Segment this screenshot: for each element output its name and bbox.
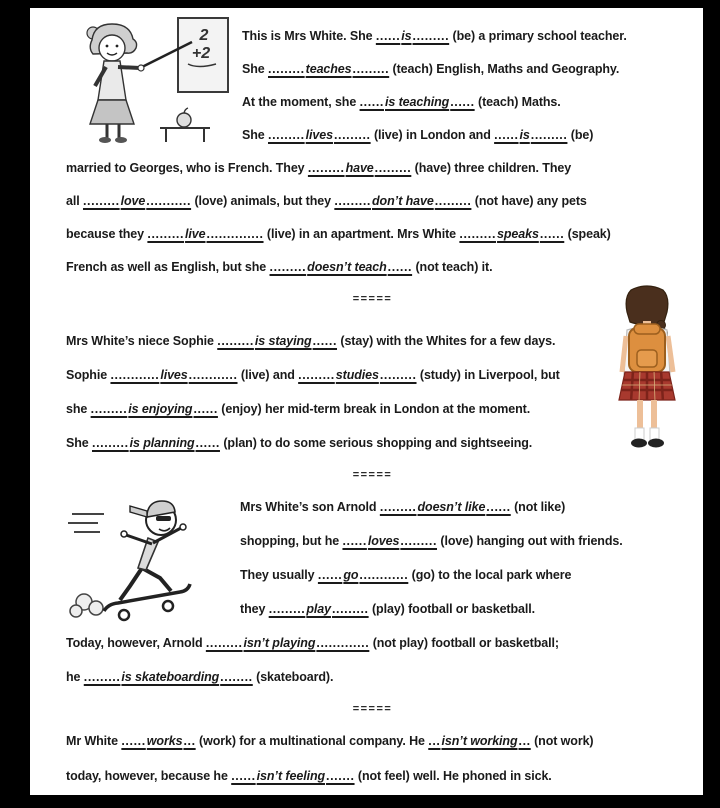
answer-text: isn’t playing [243, 636, 316, 650]
answer-text: lives [305, 128, 333, 142]
answer-blank [308, 161, 411, 175]
dust-cloud-icon [70, 594, 103, 617]
section-niece-sophie [66, 324, 679, 460]
dotted-leader: ......... [268, 602, 306, 616]
dotted-leader: ...... [342, 534, 367, 548]
text-segment: She [242, 128, 268, 142]
svg-text:+2: +2 [191, 45, 211, 62]
worksheet-line [66, 324, 679, 358]
dotted-leader: ...... [539, 227, 565, 241]
text-segment: (love) hanging out with friends. [437, 534, 623, 548]
svg-text:2: 2 [199, 27, 209, 44]
answer-text: play [306, 602, 331, 616]
teacher-illustration [60, 16, 232, 144]
answer-text: works [146, 734, 183, 748]
dotted-leader: ......... [269, 260, 307, 274]
dotted-leader: ......... [400, 534, 438, 548]
text-segment: (not teach) it. [412, 260, 493, 274]
girl-figure [617, 286, 677, 448]
text-segment: (live) in London and [370, 128, 495, 142]
dotted-leader: ......... [530, 128, 568, 142]
answer-text: is skateboarding [121, 670, 220, 684]
answer-text: lives [160, 368, 188, 382]
dotted-leader: ...... [375, 29, 401, 43]
text-segment: she [66, 402, 91, 416]
worksheet-line [66, 426, 679, 460]
answer-text: is [519, 128, 530, 142]
text-segment: This is Mrs White. She [242, 29, 376, 43]
section-separator: ===== [352, 703, 393, 715]
text-segment: (have) three children. They [411, 161, 572, 175]
section-mrs-white-family [66, 20, 679, 284]
text-segment: (work) for a multinational company. He [195, 734, 429, 748]
worksheet-line [66, 392, 679, 426]
text-segment: (play) football or basketball. [368, 602, 535, 616]
dotted-leader: ......... [434, 194, 472, 208]
text-segment: They usually [240, 568, 318, 582]
section-son-arnold [66, 490, 679, 694]
answer-blank [206, 636, 369, 650]
text-segment: because they [66, 227, 148, 241]
answer-blank [231, 769, 354, 783]
answer-blank [217, 334, 337, 348]
answer-blank [84, 670, 253, 684]
dotted-leader: ........... [146, 194, 192, 208]
worksheet-line [66, 185, 679, 218]
section-separator: ===== [352, 469, 393, 481]
answer-text: teaches [305, 62, 352, 76]
dotted-leader: ......... [374, 161, 412, 175]
text-segment: She [66, 436, 92, 450]
answer-blank [334, 194, 471, 208]
dotted-leader: ............ [110, 368, 160, 382]
answer-text: doesn’t teach [307, 260, 387, 274]
text-segment: (stay) with the Whites for a few days. [337, 334, 556, 348]
answer-blank [268, 62, 389, 76]
text-segment: Today, however, Arnold [66, 636, 206, 650]
text-segment: (teach) English, Maths and Geography. [389, 62, 620, 76]
dotted-leader: ......... [147, 227, 185, 241]
worksheet-line [66, 626, 679, 660]
answer-text: is staying [254, 334, 312, 348]
dotted-leader: ........ [220, 670, 253, 684]
dotted-leader: ......... [217, 334, 254, 348]
text-segment: She [242, 62, 268, 76]
answer-text: studies [335, 368, 379, 382]
answer-blank [91, 402, 218, 416]
dotted-leader: ...... [231, 769, 256, 783]
text-segment: today, however, because he [66, 769, 232, 783]
dotted-leader: .............. [206, 227, 264, 241]
worksheet-line [66, 251, 679, 284]
dotted-leader: ...... [387, 260, 413, 274]
text-segment: married to Georges, who is French. They [66, 161, 308, 175]
dotted-leader: ......... [334, 194, 371, 208]
dotted-leader: ......... [459, 227, 497, 241]
answer-blank [83, 194, 191, 208]
text-segment: (live) in an apartment. Mrs White [263, 227, 460, 241]
paragraph-sophie [66, 324, 679, 460]
text-segment: shopping, but he [240, 534, 343, 548]
text-segment: (be) [567, 128, 594, 142]
speed-lines-icon [68, 514, 104, 532]
dotted-leader: ............ [188, 368, 238, 382]
answer-text: is planning [129, 436, 195, 450]
answer-text: is teaching [385, 95, 450, 109]
skateboarder-illustration [68, 490, 228, 622]
answer-blank [360, 95, 475, 109]
dotted-leader: ...... [193, 402, 218, 416]
answer-text: live [185, 227, 206, 241]
dotted-leader: ......... [83, 670, 121, 684]
dotted-leader: ......... [379, 500, 417, 514]
dotted-leader: ......... [92, 436, 129, 450]
text-segment: he [66, 670, 84, 684]
dotted-leader: ...... [312, 334, 338, 348]
text-segment: (teach) Maths. [474, 95, 561, 109]
worksheet-line [66, 759, 679, 794]
dotted-leader: ... [518, 734, 531, 748]
skater-figure [104, 501, 190, 620]
dotted-leader: ...... [317, 568, 343, 582]
answer-blank [110, 368, 237, 382]
dotted-leader: ... [428, 734, 441, 748]
answer-text: don’t have [372, 194, 434, 208]
answer-text: love [120, 194, 146, 208]
text-segment: all [66, 194, 83, 208]
answer-text: doesn’t like [417, 500, 486, 514]
dotted-leader: ......... [379, 368, 417, 382]
answer-blank [428, 734, 530, 748]
text-segment: At the moment, she [242, 95, 360, 109]
text-segment: they [240, 602, 269, 616]
answer-text: isn’t working [441, 734, 518, 748]
answer-blank [92, 436, 220, 450]
answer-blank [269, 602, 369, 616]
answer-blank [147, 227, 263, 241]
text-segment: (enjoy) her mid-term break in London at the moment. [217, 402, 531, 416]
section-mr-white [66, 724, 679, 794]
paragraph-mr-white [66, 724, 679, 794]
text-segment: Sophie [66, 368, 111, 382]
dotted-leader: ......... [205, 636, 243, 650]
dotted-leader: ......... [331, 602, 369, 616]
dotted-leader: ...... [486, 500, 511, 514]
blackboard-icon [178, 18, 228, 92]
answer-text: isn’t feeling [256, 769, 326, 783]
answer-blank [380, 500, 511, 514]
answer-text: go [343, 568, 359, 582]
text-segment: (go) to the local park where [408, 568, 572, 582]
dotted-leader: ......... [82, 194, 120, 208]
worksheet-line [66, 218, 679, 251]
text-segment: (not like) [510, 500, 566, 514]
text-segment: (study) in Liverpool, but [416, 368, 560, 382]
dotted-leader: ...... [121, 734, 146, 748]
dotted-leader: ............. [316, 636, 370, 650]
text-segment: Mr White [66, 734, 122, 748]
answer-blank [318, 568, 408, 582]
dotted-leader: ...... [450, 95, 475, 109]
text-segment: (live) and [237, 368, 299, 382]
dotted-leader: ......... [90, 402, 128, 416]
answer-blank [270, 260, 413, 274]
dotted-leader: ......... [333, 128, 371, 142]
answer-blank [298, 368, 416, 382]
answer-blank [459, 227, 564, 241]
section-separator: ===== [352, 293, 393, 305]
text-segment: (not have) any pets [471, 194, 587, 208]
dotted-leader: ...... [494, 128, 519, 142]
dotted-leader: ............ [359, 568, 409, 582]
text-segment: (speak) [564, 227, 611, 241]
dotted-leader: ....... [326, 769, 355, 783]
dotted-leader: ...... [359, 95, 384, 109]
worksheet-line [66, 358, 679, 392]
answer-text: have [345, 161, 374, 175]
worksheet-line [66, 724, 679, 759]
answer-text: is enjoying [128, 402, 193, 416]
teacher-figure [87, 24, 144, 143]
worksheet-page [30, 8, 703, 795]
text-segment: French as well as English, but she [66, 260, 270, 274]
worksheet-line [66, 152, 679, 185]
answer-blank [342, 534, 437, 548]
answer-blank [268, 128, 371, 142]
answer-blank [376, 29, 449, 43]
schoolgirl-illustration [601, 280, 693, 450]
text-segment: (not work) [530, 734, 594, 748]
answer-text: is [401, 29, 412, 43]
text-segment: Mrs White’s son Arnold [240, 500, 380, 514]
apple-icon [160, 108, 210, 142]
dotted-leader: ......... [307, 161, 345, 175]
text-segment: (plan) to do some serious shopping and sightseeing. [219, 436, 533, 450]
answer-blank [494, 128, 567, 142]
text-segment: (not feel) well. He phoned in sick. [354, 769, 552, 783]
dotted-leader: ......... [412, 29, 450, 43]
text-segment: (love) animals, but they [191, 194, 335, 208]
worksheet-line [66, 660, 679, 694]
text-segment: (skateboard). [252, 670, 334, 684]
answer-text: loves [367, 534, 400, 548]
dotted-leader: ......... [298, 368, 335, 382]
text-segment: (not play) football or basketball; [369, 636, 559, 650]
text-segment: Mrs White’s niece Sophie [66, 334, 218, 348]
dotted-leader: ......... [268, 128, 305, 142]
dotted-leader: ... [183, 734, 196, 748]
dotted-leader: ...... [195, 436, 220, 450]
dotted-leader: ......... [352, 62, 390, 76]
text-segment: (be) a primary school teacher. [449, 29, 627, 43]
answer-text: speaks [497, 227, 539, 241]
answer-blank [121, 734, 195, 748]
dotted-leader: ......... [268, 62, 305, 76]
